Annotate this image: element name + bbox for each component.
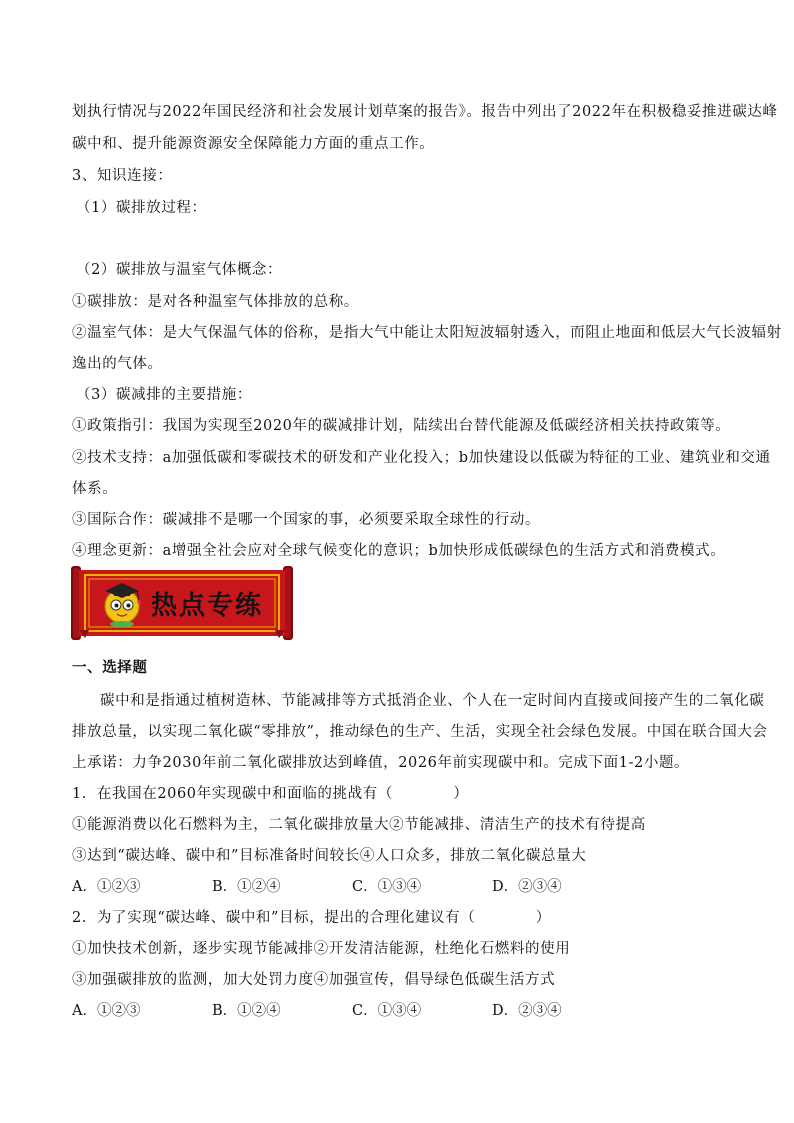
question-2-option-d[interactable]: D．②③④	[492, 1003, 562, 1019]
question-2-option-a[interactable]: A．①②③	[72, 1003, 141, 1019]
question-1-line-b: ③达到“碳达峰、碳中和”目标准备时间较长④人口众多，排放二氧化碳总量大	[72, 848, 587, 864]
knowledge-p3-item2-line2: 体系。	[72, 481, 118, 497]
passage-line-1: 碳中和是指通过植树造林、节能减排等方式抵消企业、个人在一定时间内直接或间接产生的二氧化碳	[100, 693, 765, 709]
section-heading: 一、选择题	[72, 659, 148, 676]
question-2-line-b: ③加强碳排放的监测，加大处罚力度④加强宣传，倡导绿色低碳生活方式	[72, 972, 556, 988]
question-1-option-a[interactable]: A．①②③	[72, 879, 141, 895]
passage-line-3: 上承诺：力争2030年前二氧化碳排放达到峰值，2026年前实现碳中和。完成下面1-2小题。	[72, 755, 690, 771]
knowledge-p2-title: （2）碳排放与温室气体概念：	[76, 262, 283, 278]
question-1-stem: 1．在我国在2060年实现碳中和面临的挑战有（ ）	[72, 786, 469, 802]
passage-line-2: 排放总量，以实现二氧化碳“零排放”，推动绿色的生产、生活，实现全社会绿色发展。中国在联合国大会	[72, 724, 768, 740]
knowledge-p2-item1: ①碳排放：是对各种温室气体排放的总称。	[72, 294, 359, 310]
banner-title: 热点专练	[151, 591, 264, 621]
knowledge-p3-item1: ①政策指引：我国为实现至2020年的碳减排计划，陆续出台替代能源及低碳经济相关扶持政策等。	[72, 418, 731, 434]
knowledge-p2-item2-line1: ②温室气体：是大气保温气体的俗称，是指大气中能让太阳短波辐射透入，而阻止地面和低层大气长波辐射	[72, 325, 782, 341]
knowledge-p2-item2-line2: 逸出的气体。	[72, 356, 163, 372]
question-2-option-b[interactable]: B．①②④	[212, 1003, 281, 1019]
hot-topic-banner	[71, 566, 293, 640]
knowledge-p1-title: （1）碳排放过程：	[76, 200, 207, 216]
question-2-stem: 2．为了实现“碳达峰、碳中和”目标，提出的合理化建议有（ ）	[72, 910, 551, 926]
intro-line-2: 碳中和、提升能源资源安全保障能力方面的重点工作。	[72, 136, 435, 152]
question-1-option-b[interactable]: B．①②④	[212, 879, 281, 895]
knowledge-p3-title: （3）碳减排的主要措施：	[76, 387, 252, 403]
question-2-line-a: ①加快技术创新，逐步实现节能减排②开发清洁能源，杜绝化石燃料的使用	[72, 941, 571, 957]
knowledge-p3-item4: ④理念更新：a增强全社会应对全球气候变化的意识；b加快形成低碳绿色的生活方式和消费模式。	[72, 543, 726, 559]
question-1-line-a: ①能源消费以化石燃料为主，二氧化碳排放量大②节能减排、清洁生产的技术有待提高	[72, 817, 646, 833]
knowledge-heading: 3、知识连接：	[72, 168, 173, 184]
question-1-option-c[interactable]: C．①③④	[352, 879, 422, 895]
question-2-option-c[interactable]: C．①③④	[352, 1003, 422, 1019]
graduate-mascot-icon	[99, 579, 145, 627]
knowledge-p3-item3: ③国际合作：碳减排不是哪一个国家的事，必须要采取全球性的行动。	[72, 512, 541, 528]
question-1-option-d[interactable]: D．②③④	[492, 879, 562, 895]
intro-line-1: 划执行情况与2022年国民经济和社会发展计划草案的报告》。报告中列出了2022年在积极稳妥推进碳达峰	[72, 104, 778, 120]
knowledge-p3-item2-line1: ②技术支持：a加强低碳和零碳技术的研发和产业化投入；b加快建设以低碳为特征的工业、建筑业和交通	[72, 450, 771, 466]
